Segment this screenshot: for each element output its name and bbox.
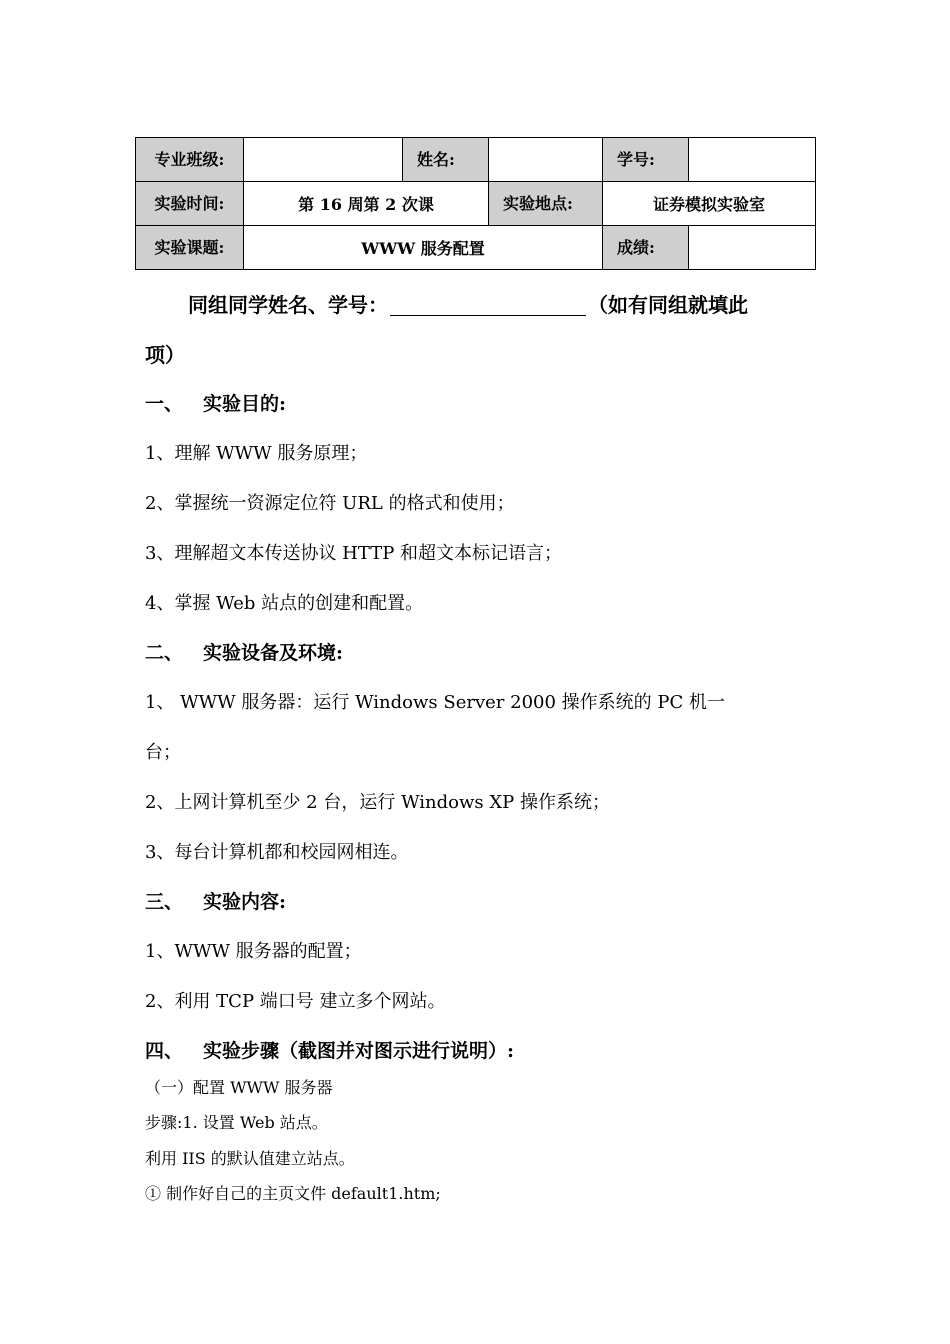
list-item: 2、掌握统一资源定位符 URL 的格式和使用； [145,493,515,514]
step-line: 步骤:1. 设置 Web 站点。 [145,1113,328,1132]
topic-value: WWW 服务配置 [244,226,603,270]
section-number: 四、 [145,1040,184,1062]
list-item: 4、掌握 Web 站点的创建和配置。 [145,593,424,614]
student-id-label: 学号: [603,138,689,182]
table-row [136,226,816,270]
group-members-line [188,289,748,318]
group-blank [390,293,586,316]
name-value [489,138,603,182]
list-item: 台； [145,742,181,763]
list-item: 1、 WWW 服务器：运行 Windows Server 2000 操作系统的 PC 机一 [145,692,725,713]
group-suffix: （如有同组就填此 [588,293,748,317]
group-wrap: 项） [145,343,185,367]
section-title: 实验步骤（截图并对图示进行说明）: [203,1040,515,1062]
list-item: 1、WWW 服务器的配置； [145,941,362,962]
section-heading [145,638,343,665]
time-value: 第 16 周第 2 次课 [244,182,489,226]
place-value: 证券模拟实验室 [603,182,816,226]
table-row [136,182,816,226]
step-line: （一）配置 WWW 服务器 [145,1078,333,1097]
section-heading [145,389,286,416]
list-item: 3、理解超文本传送协议 HTTP 和超文本标记语言； [145,543,563,564]
score-value [689,226,816,270]
table-row [136,138,816,182]
info-table [135,137,816,270]
list-item: 2、利用 TCP 端口号 建立多个网站。 [145,991,446,1012]
step-line: 利用 IIS 的默认值建立站点。 [145,1149,355,1168]
student-id-value [689,138,816,182]
section-title: 实验设备及环境: [203,642,344,664]
section-number: 二、 [145,642,184,664]
section-title: 实验目的: [203,393,287,415]
list-item: 1、理解 WWW 服务原理； [145,443,368,464]
class-value [244,138,403,182]
group-prefix: 同组同学姓名、学号： [188,293,388,317]
list-item: 2、上网计算机至少 2 台，运行 Windows XP 操作系统； [145,792,610,813]
section-title: 实验内容: [203,891,287,913]
section-number: 三、 [145,891,184,913]
name-label: 姓名: [403,138,489,182]
class-label: 专业班级: [136,138,244,182]
section-heading [145,1036,514,1063]
section-number: 一、 [145,393,184,415]
list-item: 3、每台计算机都和校园网相连。 [145,842,409,863]
time-label: 实验时间: [136,182,244,226]
score-label: 成绩: [603,226,689,270]
topic-label: 实验课题: [136,226,244,270]
section-heading [145,887,286,914]
step-line: ① 制作好自己的主页文件 default1.htm; [145,1184,441,1203]
place-label: 实验地点: [489,182,603,226]
